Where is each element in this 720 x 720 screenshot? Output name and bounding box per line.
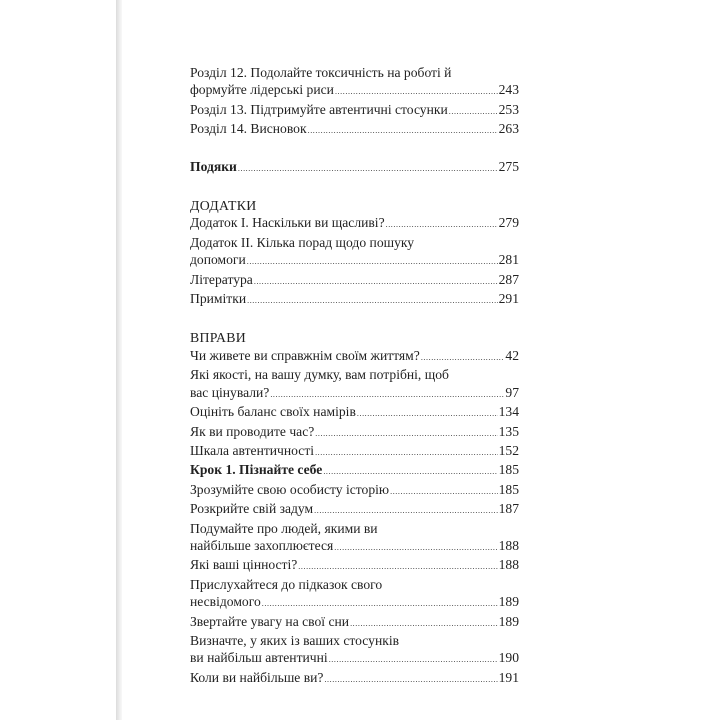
- dot-leader: [335, 83, 498, 100]
- dot-leader: [386, 216, 498, 233]
- toc-entry-text: Додаток I. Наскільки ви щасливі?: [190, 215, 385, 231]
- toc-entry-chapter-12: [190, 64, 519, 101]
- dot-leader: [323, 463, 497, 480]
- toc-page-number: 185: [498, 481, 519, 497]
- toc-entry-exercise: [190, 669, 519, 688]
- toc-entry-literature: [190, 271, 519, 290]
- toc-entry-exercise: [190, 576, 519, 613]
- toc-entry-text: ви найбільш автентичні: [190, 650, 328, 666]
- toc-page-number: 185: [498, 462, 519, 478]
- dot-leader: [298, 558, 497, 575]
- toc-page-number: 152: [498, 442, 519, 458]
- table-of-contents: [190, 64, 519, 688]
- toc-entry-text: формуйте лідерські риси: [190, 82, 334, 98]
- toc-entry-step-1: [190, 461, 519, 480]
- toc-page-number: 287: [498, 271, 519, 287]
- section-heading-appendices: ДОДАТКИ: [190, 198, 257, 214]
- toc-entry-appendix-1: [190, 214, 519, 233]
- dot-leader: [308, 122, 498, 139]
- toc-entry-exercise: [190, 423, 519, 442]
- dot-leader: [247, 253, 498, 270]
- toc-entry-text: Розділ 14. Висновок: [190, 121, 307, 137]
- toc-page-number: 188: [498, 557, 519, 573]
- dot-leader: [357, 405, 498, 422]
- toc-entry-notes: [190, 290, 519, 309]
- toc-entry-text: Оцініть баланс своїх намірів: [190, 404, 356, 420]
- toc-page-number: 191: [498, 669, 519, 685]
- toc-page-number: 275: [498, 158, 519, 174]
- toc-entry-exercise: [190, 347, 519, 366]
- dot-leader: [329, 651, 498, 668]
- dot-leader: [334, 539, 497, 556]
- toc-page-number: 281: [498, 252, 519, 268]
- toc-page-number: 97: [505, 384, 519, 400]
- toc-entry-text: Примітки: [190, 291, 247, 307]
- toc-entry-text: Подяки: [190, 158, 237, 174]
- toc-page-number: 279: [498, 215, 519, 231]
- toc-entry-exercise: [190, 632, 519, 669]
- toc-entry-exercise: [190, 366, 519, 403]
- toc-entry-appendix-2: [190, 234, 519, 271]
- dot-leader: [247, 292, 498, 309]
- dot-leader: [315, 444, 498, 461]
- toc-entry-text: Прислухайтеся до підказок свого: [190, 576, 383, 592]
- toc-entry-text: Які якості, на вашу думку, вам потрібні, щоб: [190, 367, 449, 383]
- toc-page-number: 188: [498, 537, 519, 553]
- toc-entry-text: Подумайте про людей, якими ви: [190, 520, 378, 536]
- book-page: [122, 0, 592, 720]
- dot-leader: [238, 160, 498, 177]
- toc-entry-text: Крок 1. Пізнайте себе: [190, 462, 323, 478]
- toc-entry-text: вас цінували?: [190, 384, 270, 400]
- toc-entry-acknowledgements: [190, 158, 519, 177]
- toc-entry-chapter-14: [190, 120, 519, 139]
- toc-entry-text: Додаток II. Кілька порад щодо пошуку: [190, 234, 415, 250]
- toc-entry-text: Коли ви найбільше ви?: [190, 669, 324, 685]
- toc-page-number: 189: [498, 613, 519, 629]
- toc-entry-text: Чи живете ви справжнім своїм життям?: [190, 347, 420, 363]
- toc-entry-exercise: [190, 500, 519, 519]
- toc-entry-text: Шкала автентичності: [190, 442, 315, 458]
- toc-page-number: 253: [498, 101, 519, 117]
- toc-page-number: 243: [498, 82, 519, 98]
- toc-entry-exercise: [190, 520, 519, 557]
- dot-leader: [262, 595, 498, 612]
- dot-leader: [390, 483, 498, 500]
- toc-entry-text: Зрозумійте свою особисту історію: [190, 481, 390, 497]
- toc-page-number: 187: [498, 501, 519, 517]
- dot-leader: [449, 103, 498, 120]
- toc-entry-text: Розкрийте свій задум: [190, 501, 314, 517]
- toc-entry-text: Як ви проводите час?: [190, 423, 315, 439]
- toc-entry-text: Визначте, у яких із ваших стосунків: [190, 632, 400, 648]
- toc-entry-text: найбільше захоплюєтеся: [190, 537, 334, 553]
- dot-leader: [350, 615, 498, 632]
- toc-entry-exercise: [190, 403, 519, 422]
- toc-page-number: 291: [498, 291, 519, 307]
- toc-page-number: 134: [498, 404, 519, 420]
- toc-entry-text: Література: [190, 271, 253, 287]
- toc-entry-exercise: [190, 556, 519, 575]
- toc-entry-text: Які ваші цінності?: [190, 557, 298, 573]
- toc-entry-text: допомоги: [190, 252, 246, 268]
- dot-leader: [324, 671, 497, 688]
- dot-leader: [270, 386, 504, 403]
- section-heading-exercises: ВПРАВИ: [190, 330, 247, 346]
- dot-leader: [315, 425, 497, 442]
- toc-entry-text: Розділ 12. Подолайте токсичність на роботі й: [190, 65, 452, 80]
- toc-entry-text: несвідомого: [190, 594, 261, 610]
- toc-page-number: 189: [498, 594, 519, 610]
- toc-page-number: 190: [498, 650, 519, 666]
- toc-entry-text: Звертайте увагу на свої сни: [190, 613, 350, 629]
- dot-leader: [421, 349, 505, 366]
- toc-entry-exercise: [190, 442, 519, 461]
- toc-page-number: 263: [498, 121, 519, 137]
- toc-entry-exercise: [190, 613, 519, 632]
- toc-entry-chapter-13: [190, 101, 519, 120]
- toc-entry-exercise: [190, 481, 519, 500]
- toc-entry-text: Розділ 13. Підтримуйте автентичні стосунки: [190, 101, 448, 117]
- toc-page-number: 42: [505, 347, 519, 363]
- dot-leader: [314, 502, 497, 519]
- toc-page-number: 135: [498, 423, 519, 439]
- dot-leader: [254, 273, 498, 290]
